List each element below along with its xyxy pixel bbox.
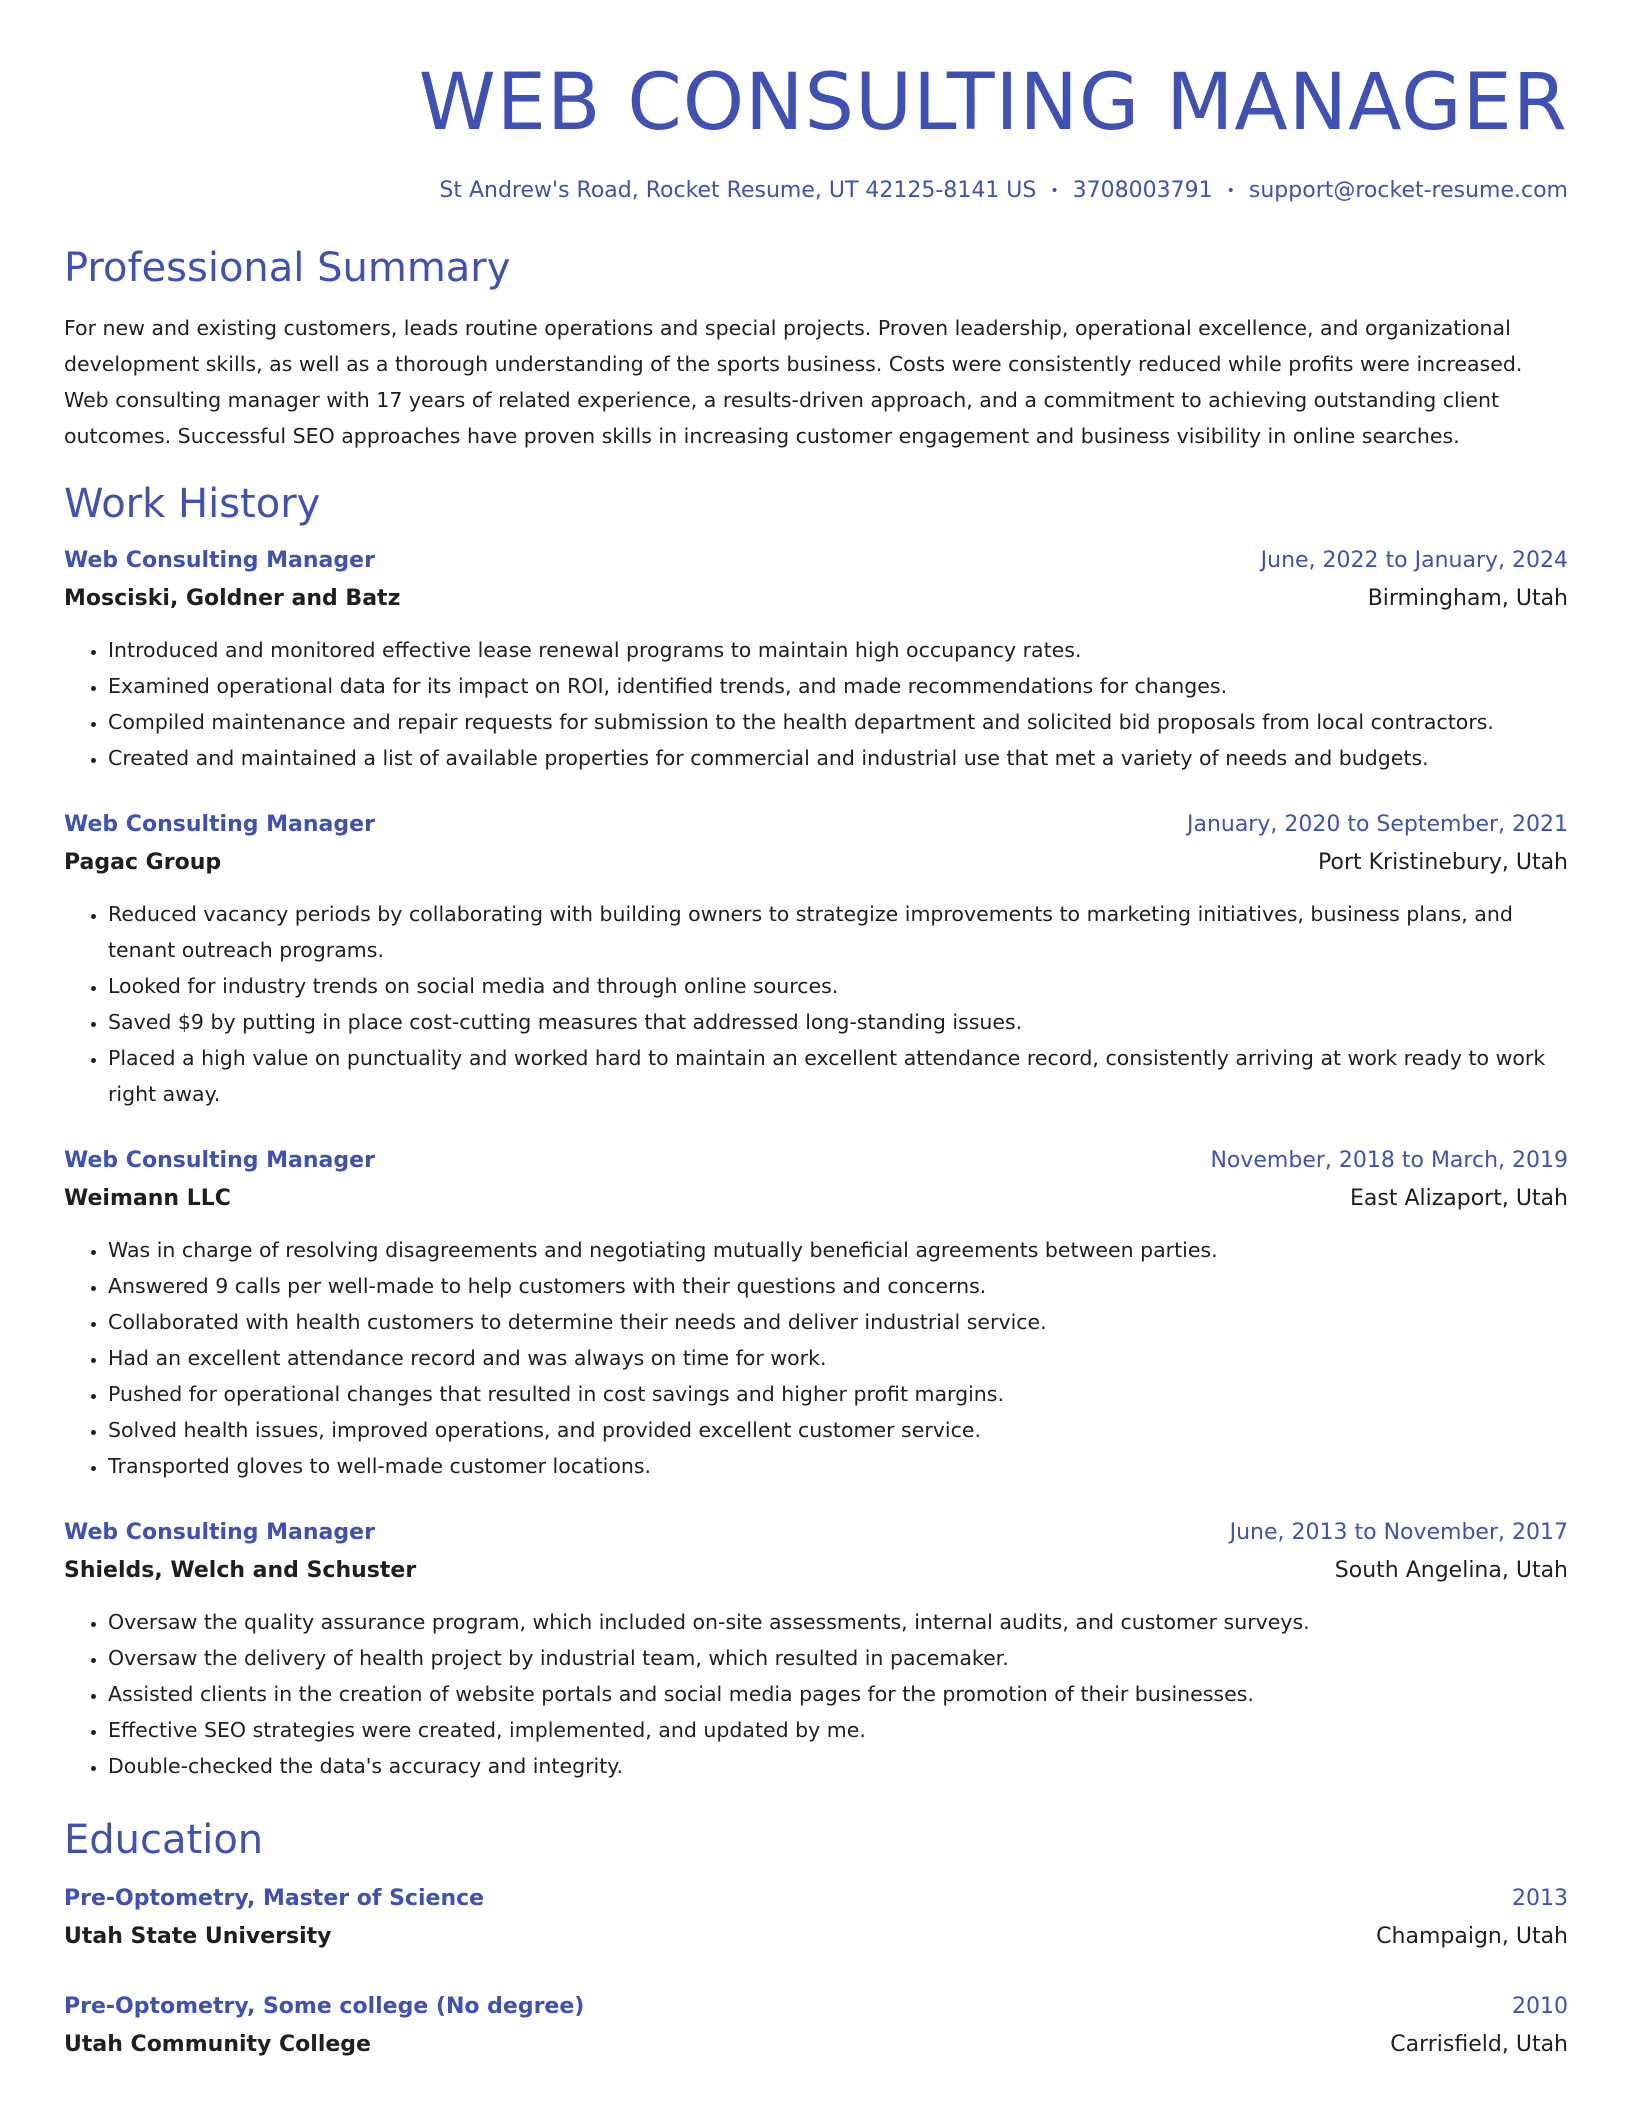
job-dates: June, 2022 to January, 2024 xyxy=(1260,548,1568,573)
job-title-row xyxy=(64,546,1568,576)
job-bullet: • Transported gloves to well-made customer locations. xyxy=(108,1448,1568,1484)
job-title-row xyxy=(64,810,1568,840)
job-entry xyxy=(64,1146,1568,1484)
education-school: Utah Community College xyxy=(64,2032,371,2057)
summary-heading: Professional Summary xyxy=(64,245,511,291)
education-section xyxy=(64,1816,1568,2060)
job-bullet: • Oversaw the delivery of health project by industrial team, which resulted in pacemaker. xyxy=(108,1640,1568,1676)
education-degree-row xyxy=(64,1992,1568,2022)
job-title: Web Consulting Manager xyxy=(64,812,375,837)
education-degree: Pre-Optometry, Master of Science xyxy=(64,1886,485,1911)
job-bullets xyxy=(64,1232,1568,1484)
education-year: 2010 xyxy=(1512,1994,1568,2019)
education-year: 2013 xyxy=(1512,1886,1568,1911)
contact-separator: • xyxy=(1226,183,1235,199)
job-bullet: • Oversaw the quality assurance program, which included on-site assessments, internal audits, and customer surveys. xyxy=(108,1604,1568,1640)
job-title: Web Consulting Manager xyxy=(64,1148,375,1173)
job-bullet: • Compiled maintenance and repair requests for submission to the health department and solicited bid proposals from local contractors. xyxy=(108,704,1568,740)
job-company: Weimann LLC xyxy=(64,1186,231,1211)
job-entry xyxy=(64,1518,1568,1784)
education-degree-row xyxy=(64,1884,1568,1914)
education-heading: Education xyxy=(64,1817,264,1863)
job-company: Shields, Welch and Schuster xyxy=(64,1558,417,1583)
job-bullet: • Looked for industry trends on social media and through online sources. xyxy=(108,968,1568,1004)
job-bullet: • Solved health issues, improved operations, and provided excellent customer service. xyxy=(108,1412,1568,1448)
education-location: Carrisfield, Utah xyxy=(1390,2032,1568,2057)
job-bullet: • Had an excellent attendance record and was always on time for work. xyxy=(108,1340,1568,1376)
job-location: Birmingham, Utah xyxy=(1367,586,1568,611)
job-bullets xyxy=(64,632,1568,776)
contact-email[interactable]: support@rocket-resume.com xyxy=(1248,178,1568,203)
education-school-row xyxy=(64,2030,1568,2060)
job-title: Web Consulting Manager xyxy=(64,1520,375,1545)
job-bullet: • Saved $9 by putting in place cost-cutting measures that addressed long-standing issues. xyxy=(108,1004,1568,1040)
job-company-row xyxy=(64,848,1568,878)
job-bullet: • Pushed for operational changes that resulted in cost savings and higher profit margins. xyxy=(108,1376,1568,1412)
resume-title: WEB CONSULTING MANAGER xyxy=(418,58,1568,148)
job-company-row xyxy=(64,1184,1568,1214)
job-bullet: • Placed a high value on punctuality and worked hard to maintain an excellent attendance record, consistently arriving at work ready to work right away. xyxy=(108,1040,1568,1112)
job-bullet: • Introduced and monitored effective lease renewal programs to maintain high occupancy rates. xyxy=(108,632,1568,668)
education-entry xyxy=(64,1884,1568,1952)
job-location: Port Kristinebury, Utah xyxy=(1318,850,1568,875)
resume-header xyxy=(64,0,1568,206)
job-bullet: • Created and maintained a list of available properties for commercial and industrial use that met a variety of needs and budgets. xyxy=(108,740,1568,776)
job-bullet: • Answered 9 calls per well-made to help customers with their questions and concerns. xyxy=(108,1268,1568,1304)
job-company-row xyxy=(64,1556,1568,1586)
job-title-row xyxy=(64,1518,1568,1548)
job-entry xyxy=(64,546,1568,776)
education-location: Champaign, Utah xyxy=(1376,1924,1568,1949)
job-bullet: • Examined operational data for its impact on ROI, identified trends, and made recommendations for changes. xyxy=(108,668,1568,704)
education-entry xyxy=(64,1992,1568,2060)
job-dates: January, 2020 to September, 2021 xyxy=(1186,812,1568,837)
work-history-section xyxy=(64,480,1568,1784)
job-dates: November, 2018 to March, 2019 xyxy=(1210,1148,1568,1173)
job-title-row xyxy=(64,1146,1568,1176)
job-company: Mosciski, Goldner and Batz xyxy=(64,586,401,611)
job-location: South Angelina, Utah xyxy=(1334,1558,1568,1583)
education-degree: Pre-Optometry, Some college (No degree) xyxy=(64,1994,585,2019)
job-location: East Alizaport, Utah xyxy=(1349,1186,1568,1211)
job-bullets xyxy=(64,896,1568,1112)
job-dates: June, 2013 to November, 2017 xyxy=(1229,1520,1568,1545)
contact-address: St Andrew's Road, Rocket Resume, UT 42125-8141 US xyxy=(439,178,1037,203)
job-company-row xyxy=(64,584,1568,614)
education-school-row xyxy=(64,1922,1568,1952)
job-title: Web Consulting Manager xyxy=(64,548,375,573)
contact-phone: 3708003791 xyxy=(1072,178,1213,203)
job-entry xyxy=(64,810,1568,1112)
job-bullet: • Assisted clients in the creation of website portals and social media pages for the promotion of their businesses. xyxy=(108,1676,1568,1712)
job-bullet: • Was in charge of resolving disagreements and negotiating mutually beneficial agreements between parties. xyxy=(108,1232,1568,1268)
summary-text: For new and existing customers, leads routine operations and special projects. Proven leadership, operational excellence, and organizational development skills, as well as a thorough understanding of the sports business. Costs were consistently reduced while profits were increased. Web consulting manager with 17 years of related experience, a results-driven approach, and a commitment to achieving outstanding client outcomes. Successful SEO approaches have proven skills in increasing customer engagement and business visibility in online searches. xyxy=(64,316,1523,448)
job-company: Pagac Group xyxy=(64,850,222,875)
work-history-heading: Work History xyxy=(64,481,321,527)
job-bullet: • Collaborated with health customers to determine their needs and deliver industrial service. xyxy=(108,1304,1568,1340)
summary-section xyxy=(64,244,1568,454)
job-bullet: • Double-checked the data's accuracy and integrity. xyxy=(108,1748,1568,1784)
education-school: Utah State University xyxy=(64,1924,332,1949)
contact-separator: • xyxy=(1050,183,1059,199)
job-bullets xyxy=(64,1604,1568,1784)
job-bullet: • Reduced vacancy periods by collaborating with building owners to strategize improvements to marketing initiatives, business plans, and tenant outreach programs. xyxy=(108,896,1568,968)
job-bullet: • Effective SEO strategies were created, implemented, and updated by me. xyxy=(108,1712,1568,1748)
contact-line xyxy=(64,176,1568,206)
